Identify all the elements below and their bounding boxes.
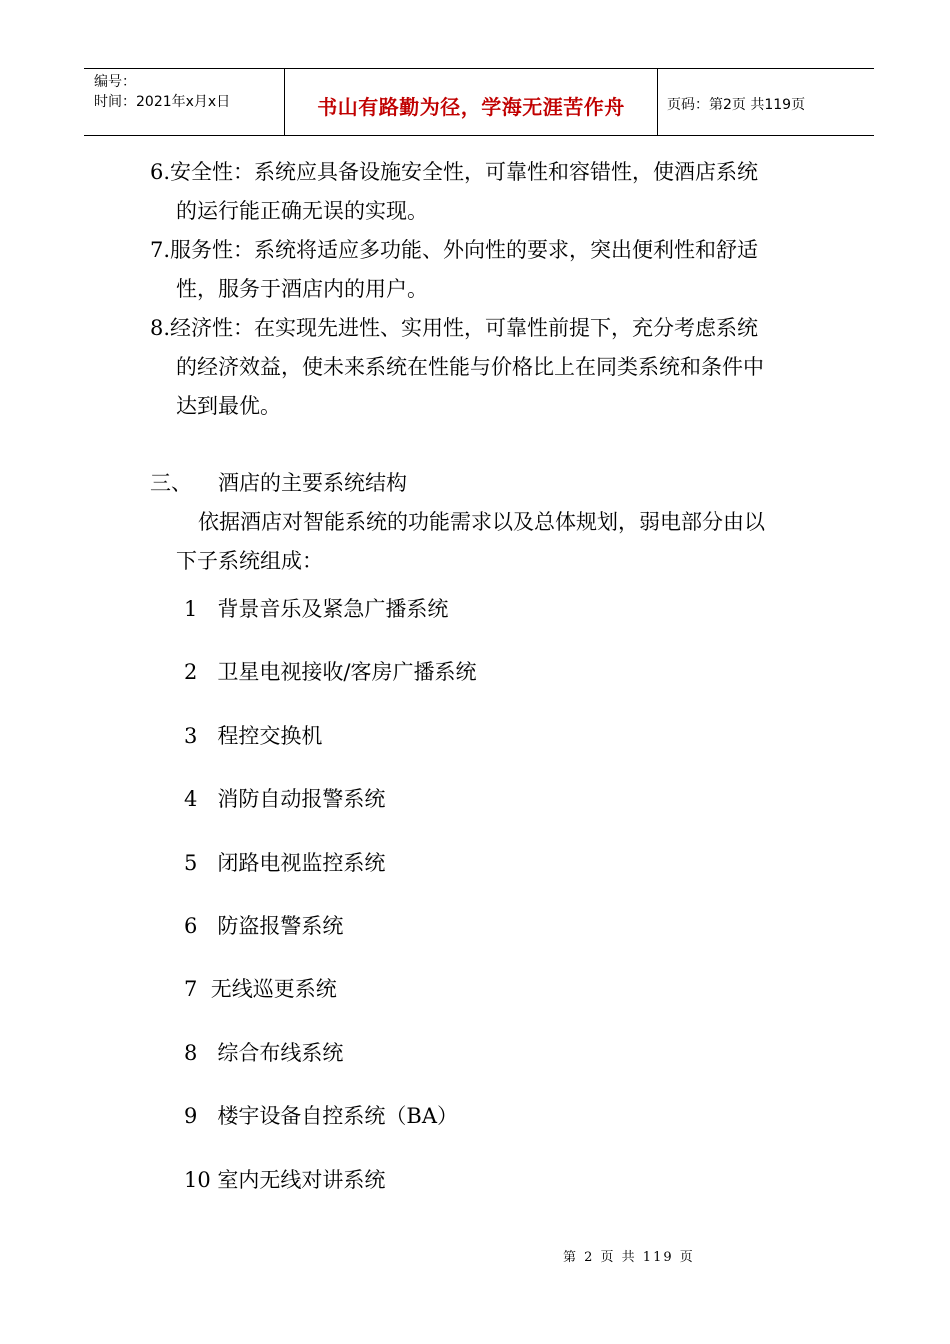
- system-list-item: 3 程控交换机: [184, 724, 323, 748]
- intro-line-1: 依据酒店对智能系统的功能需求以及总体规划，弱电部分由以: [198, 510, 765, 534]
- system-list-item: 9 楼宇设备自控系统（BA）: [184, 1104, 458, 1128]
- item-8-line-2: 的经济效益，使未来系统在性能与价格比上在同类系统和条件中: [176, 355, 764, 379]
- document-date: 时间：2021年x月x日: [94, 94, 231, 110]
- document-number-label: 编号：: [94, 74, 136, 90]
- item-6-line-1: 6.安全性：系统应具备设施安全性，可靠性和容错性，使酒店系统: [150, 160, 759, 184]
- system-list-item: 7 无线巡更系统: [184, 977, 337, 1001]
- page-footer: 第 2 页 共 119 页: [563, 1250, 695, 1265]
- system-list-item: 4 消防自动报警系统: [184, 787, 386, 811]
- system-list-item: 2 卫星电视接收/客房广播系统: [184, 660, 477, 684]
- system-list-item: 5 闭路电视监控系统: [184, 851, 386, 875]
- system-list-item: 10 室内无线对讲系统: [184, 1168, 386, 1192]
- page-header: [84, 68, 874, 136]
- item-8-line-3: 达到最优。: [176, 394, 281, 418]
- system-list-item: 6 防盗报警系统: [184, 914, 344, 938]
- system-list-item: 1 背景音乐及紧急广播系统: [184, 597, 449, 621]
- item-6-line-2: 的运行能正确无误的实现。: [176, 199, 428, 223]
- header-meta: [84, 69, 285, 135]
- header-slogan: 书山有路勤为径，学海无涯苦作舟: [285, 69, 658, 135]
- section-title: 酒店的主要系统结构: [218, 471, 407, 495]
- item-7-line-2: 性，服务于酒店内的用户。: [176, 277, 428, 301]
- system-list-item: 8 综合布线系统: [184, 1041, 344, 1065]
- item-7-line-1: 7.服务性：系统将适应多功能、外向性的要求，突出便利性和舒适: [150, 238, 759, 262]
- section-number: 三、: [150, 471, 192, 495]
- header-page-info: 页码：第2页 共119页: [667, 97, 806, 113]
- intro-line-2: 下子系统组成：: [176, 549, 323, 573]
- item-8-line-1: 8.经济性：在实现先进性、实用性，可靠性前提下，充分考虑系统: [150, 316, 759, 340]
